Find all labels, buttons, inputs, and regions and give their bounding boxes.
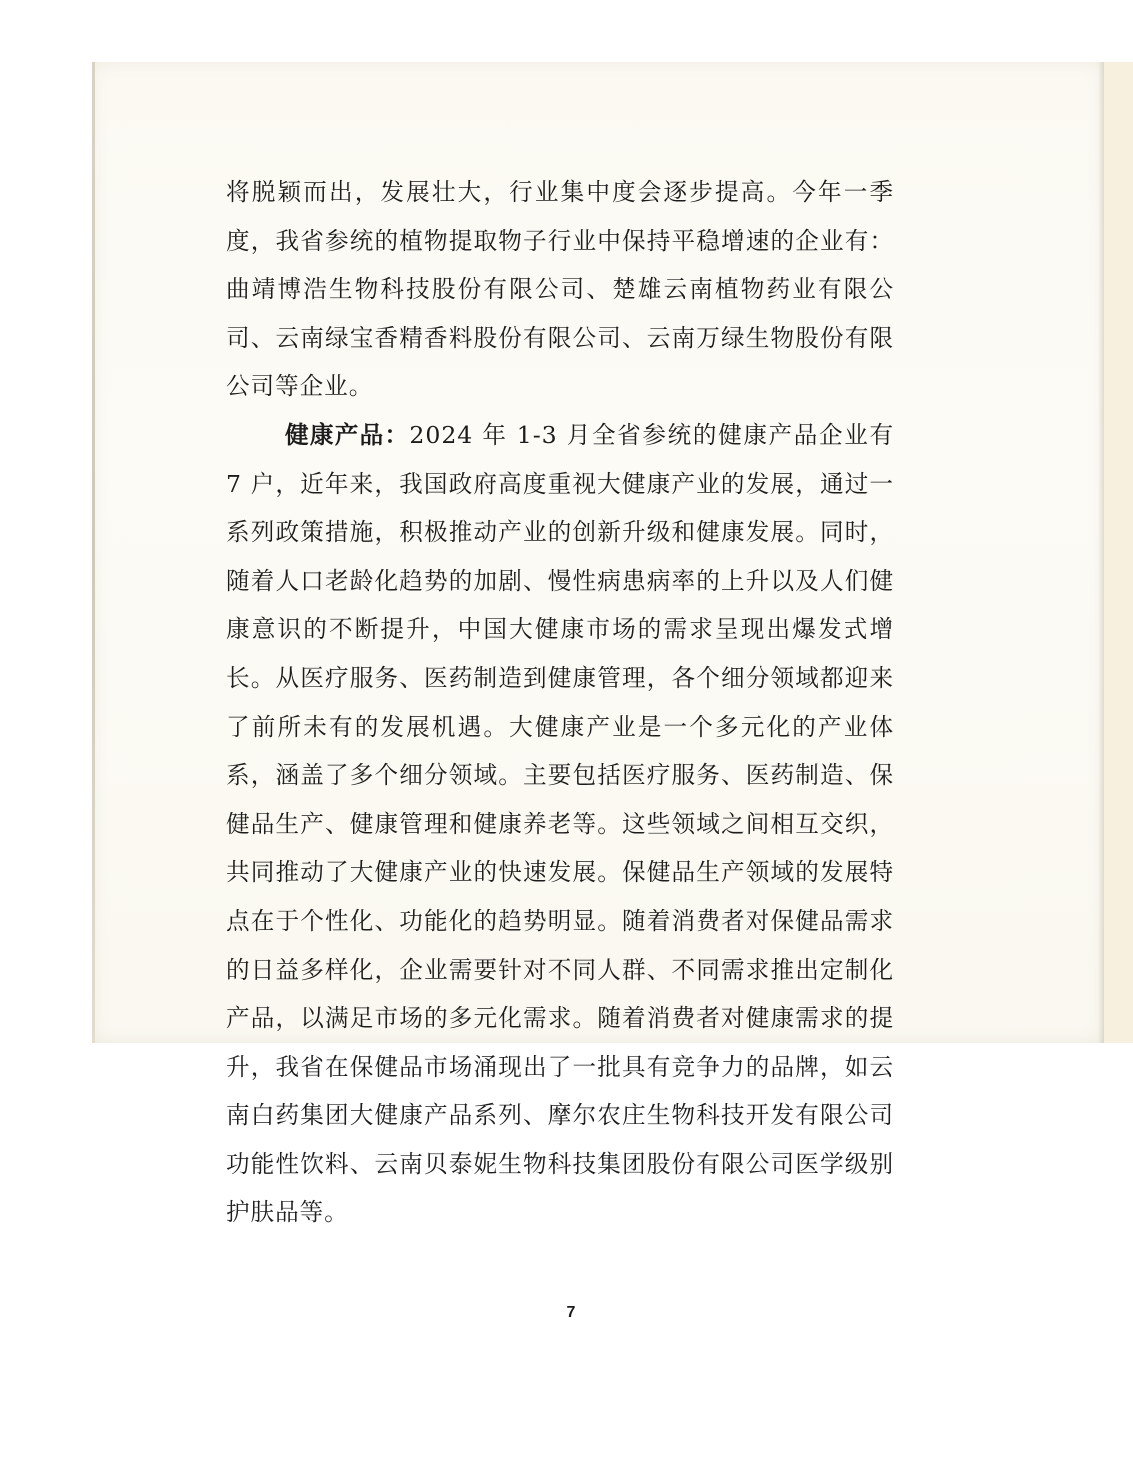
document-body [226,168,894,1237]
health-products-paragraph [226,411,894,1237]
page-number: 7 [566,1304,576,1321]
health-products-body: 2024 年 1-3 月全省参统的健康产品企业有 7 户，近年来，我国政府高度重视大健康产业的发展，通过一系列政策措施，积极推动产业的创新升级和健康发展。同时，随着人口老龄化趋势的加剧、慢性病患病率的上升以及人们健康意识的不断提升，中国大健康市场的需求呈现出爆发式增长。从医疗服务、医药制造到健康管理，各个细分领域都迎来了前所未有的发展机遇。大健康产业是一个多元化的产业体系，涵盖了多个细分领域。主要包括医疗服务、医药制造、保健品生产、健康管理和健康养老等。这些领域之间相互交织，共同推动了大健康产业的快速发展。保健品生产领域的发展特点在于个性化、功能化的趋势明显。随着消费者对保健品需求的日益多样化，企业需要针对不同人群、不同需求推出定制化产品，以满足市场的多元化需求。随着消费者对健康需求的提升，我省在保健品市场涌现出了一批具有竞争力的品牌，如云南白药集团大健康产品系列、摩尔农庄生物科技开发有限公司功能性饮料、云南贝泰妮生物科技集团股份有限公司医学级别护肤品等。 [226,420,895,1227]
continuation-paragraph: 将脱颖而出，发展壮大，行业集中度会逐步提高。今年一季度，我省参统的植物提取物子行业中保持平稳增速的企业有：曲靖博浩生物科技股份有限公司、楚雄云南植物药业有限公司、云南绿宝香精香料股份有限公司、云南万绿生物股份有限公司等企业。 [226,178,894,401]
page-edge-shadow [1104,62,1133,1043]
health-products-heading: 健康产品： [285,420,410,449]
